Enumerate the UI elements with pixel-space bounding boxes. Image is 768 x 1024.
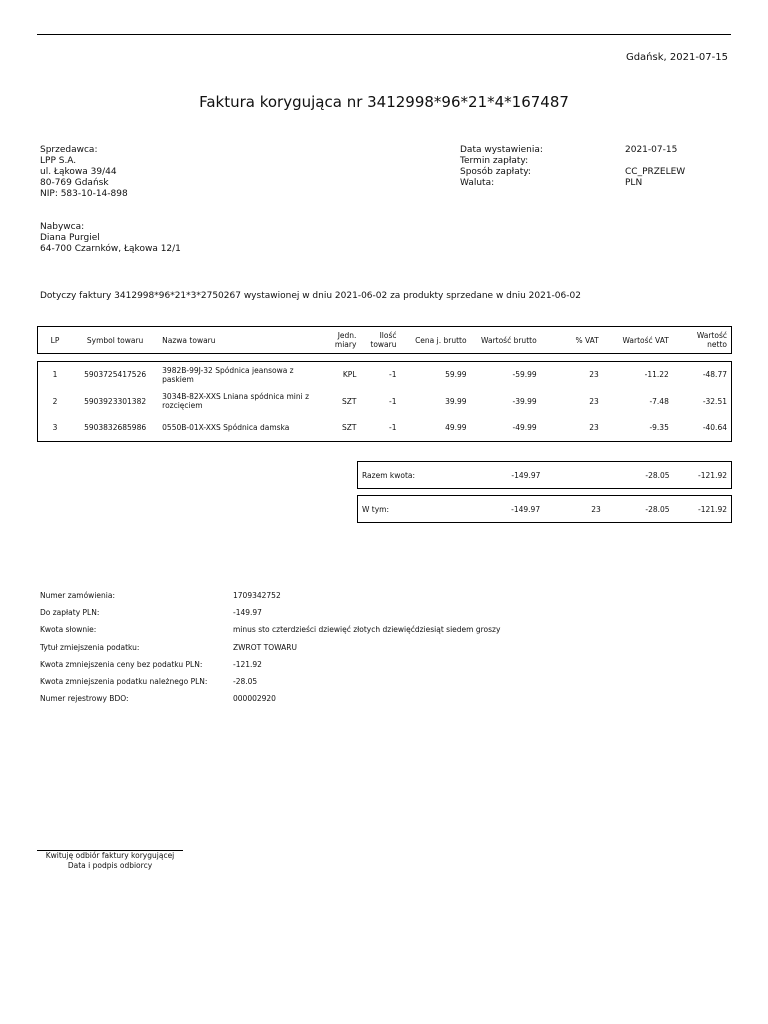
detail-value: ZWROT TOWARU	[233, 642, 297, 652]
header-unit: Jedn. miary	[334, 331, 357, 349]
items-table	[37, 361, 732, 442]
currency-row	[460, 178, 740, 189]
cell-name: 0550B-01X-XXS Spódnica damska	[162, 423, 290, 433]
signature-line2: Data i podpis odbiorcy	[67, 861, 153, 870]
including-vat-pct: 23	[591, 504, 601, 514]
cell-net: -40.64	[702, 423, 727, 433]
table-row	[38, 362, 732, 388]
cell-symbol: 5903725417526	[84, 370, 147, 380]
totals-label: Razem kwota:	[362, 470, 416, 480]
cell-name: 3034B-82X-XXS Lniana spódnica mini z rozcięciem	[162, 392, 310, 410]
concerns-invoice: Dotyczy faktury 3412998*96*21*3*2750267 wystawionej w dniu 2021-06-02 za produkty sprzedane w dniu 2021-06-02	[40, 291, 581, 301]
cell-symbol: 5903923301382	[84, 396, 147, 406]
detail-label: Numer rejestrowy BDO:	[40, 694, 129, 704]
seller-block	[40, 145, 128, 200]
header-vat-pct: % VAT	[575, 335, 599, 345]
cell-price: 59.99	[445, 370, 467, 380]
place-date: Gdańsk, 2021-07-15	[625, 52, 728, 63]
totals-box	[357, 461, 732, 489]
detail-value: -121.92	[233, 659, 262, 669]
issue-date-label: Data wystawienia:	[460, 145, 543, 155]
table-row	[38, 415, 732, 442]
signature-block	[37, 850, 183, 871]
cell-qty: -1	[389, 370, 397, 380]
buyer-block	[40, 222, 181, 255]
cell-qty: -1	[389, 423, 397, 433]
cell-price: 49.99	[445, 423, 467, 433]
header-name: Nazwa towaru	[162, 335, 216, 345]
detail-value: -149.97	[233, 608, 262, 618]
cell-qty: -1	[389, 396, 397, 406]
invoice-info	[460, 145, 740, 189]
payment-value: CC_PRZELEW	[625, 167, 686, 177]
currency-value: PLN	[625, 178, 643, 188]
detail-label: Tytuł zmiejszenia podatku:	[40, 642, 140, 652]
currency-label: Waluta:	[460, 178, 495, 188]
cell-vat-pct: 23	[589, 423, 599, 433]
detail-value: -28.05	[233, 677, 258, 686]
header-qty: Ilość towaru	[370, 331, 397, 349]
cell-lp: 1	[52, 370, 58, 380]
detail-label: Kwota słownie:	[40, 625, 97, 635]
cell-gross: -49.99	[512, 423, 537, 433]
header-net: Wartość netto	[696, 331, 727, 349]
signature-line1: Kwituję odbiór faktury korygującej	[45, 851, 175, 860]
cell-vat-pct: 23	[589, 370, 599, 380]
cell-lp: 2	[52, 396, 58, 406]
cell-vat-val: -9.35	[649, 423, 669, 433]
items-table-header	[37, 326, 732, 354]
totals-gross: -149.97	[511, 470, 541, 480]
due-date-row	[460, 156, 740, 167]
document-title: Faktura korygująca nr 3412998*96*21*4*167487	[199, 93, 569, 111]
payment-row	[460, 167, 740, 178]
table-row	[38, 388, 732, 415]
header-lp: LP	[50, 335, 60, 345]
seller-street: ul. Łąkowa 39/44	[40, 167, 117, 177]
cell-price: 39.99	[445, 396, 467, 406]
cell-vat-val: -11.22	[644, 370, 669, 380]
detail-label: Kwota zmniejszenia podatku należnego PLN:	[40, 677, 208, 686]
cell-lp: 3	[52, 423, 58, 433]
cell-net: -48.77	[702, 370, 727, 380]
buyer-heading: Nabywca:	[40, 222, 85, 232]
including-net: -121.92	[698, 504, 727, 514]
buyer-name: Diana Purgiel	[40, 233, 100, 243]
including-vat-val: -28.05	[645, 504, 670, 514]
header-price: Cena j. brutto	[415, 335, 467, 345]
cell-vat-pct: 23	[589, 396, 599, 406]
totals-vat-val: -28.05	[645, 470, 670, 480]
including-gross: -149.97	[511, 504, 541, 514]
buyer-address: 64-700 Czarnków, Łąkowa 12/1	[40, 244, 181, 254]
cell-unit: KPL	[342, 370, 357, 380]
seller-city: 80-769 Gdańsk	[40, 178, 109, 188]
issue-date-row	[460, 145, 740, 156]
cell-net: -32.51	[702, 396, 727, 406]
payment-label: Sposób zapłaty:	[460, 167, 531, 177]
detail-label: Kwota zmniejszenia ceny bez podatku PLN:	[40, 659, 203, 669]
seller-name: LPP S.A.	[40, 156, 77, 166]
header-vat-val: Wartość VAT	[622, 335, 669, 345]
seller-nip: NIP: 583-10-14-898	[40, 189, 128, 199]
cell-gross: -59.99	[512, 370, 537, 380]
header-symbol: Symbol towaru	[86, 335, 144, 345]
detail-value: 1709342752	[233, 591, 281, 600]
including-label: W tym:	[362, 504, 390, 514]
detail-value: minus sto czterdzieści dziewięć złotych dziewięćdziesiąt siedem groszy	[233, 625, 501, 635]
top-divider	[37, 34, 731, 35]
cell-unit: SZT	[341, 396, 357, 406]
cell-vat-val: -7.48	[649, 396, 669, 406]
including-box	[357, 495, 732, 523]
detail-label: Do zapłaty PLN:	[40, 608, 100, 618]
issue-date-value: 2021-07-15	[625, 145, 678, 155]
cell-symbol: 5903832685986	[84, 423, 147, 433]
totals-net: -121.92	[698, 470, 727, 480]
cell-gross: -39.99	[512, 396, 537, 406]
due-date-label: Termin zapłaty:	[460, 156, 529, 166]
cell-unit: SZT	[341, 423, 357, 433]
cell-name: 3982B-99J-32 Spódnica jeansowa z paskiem	[162, 365, 294, 384]
totals-vat-pct	[544, 462, 604, 489]
seller-heading: Sprzedawca:	[40, 145, 98, 155]
header-gross: Wartość brutto	[481, 335, 537, 345]
detail-label: Numer zamówienia:	[40, 591, 115, 600]
detail-value: 000002920	[233, 694, 276, 704]
